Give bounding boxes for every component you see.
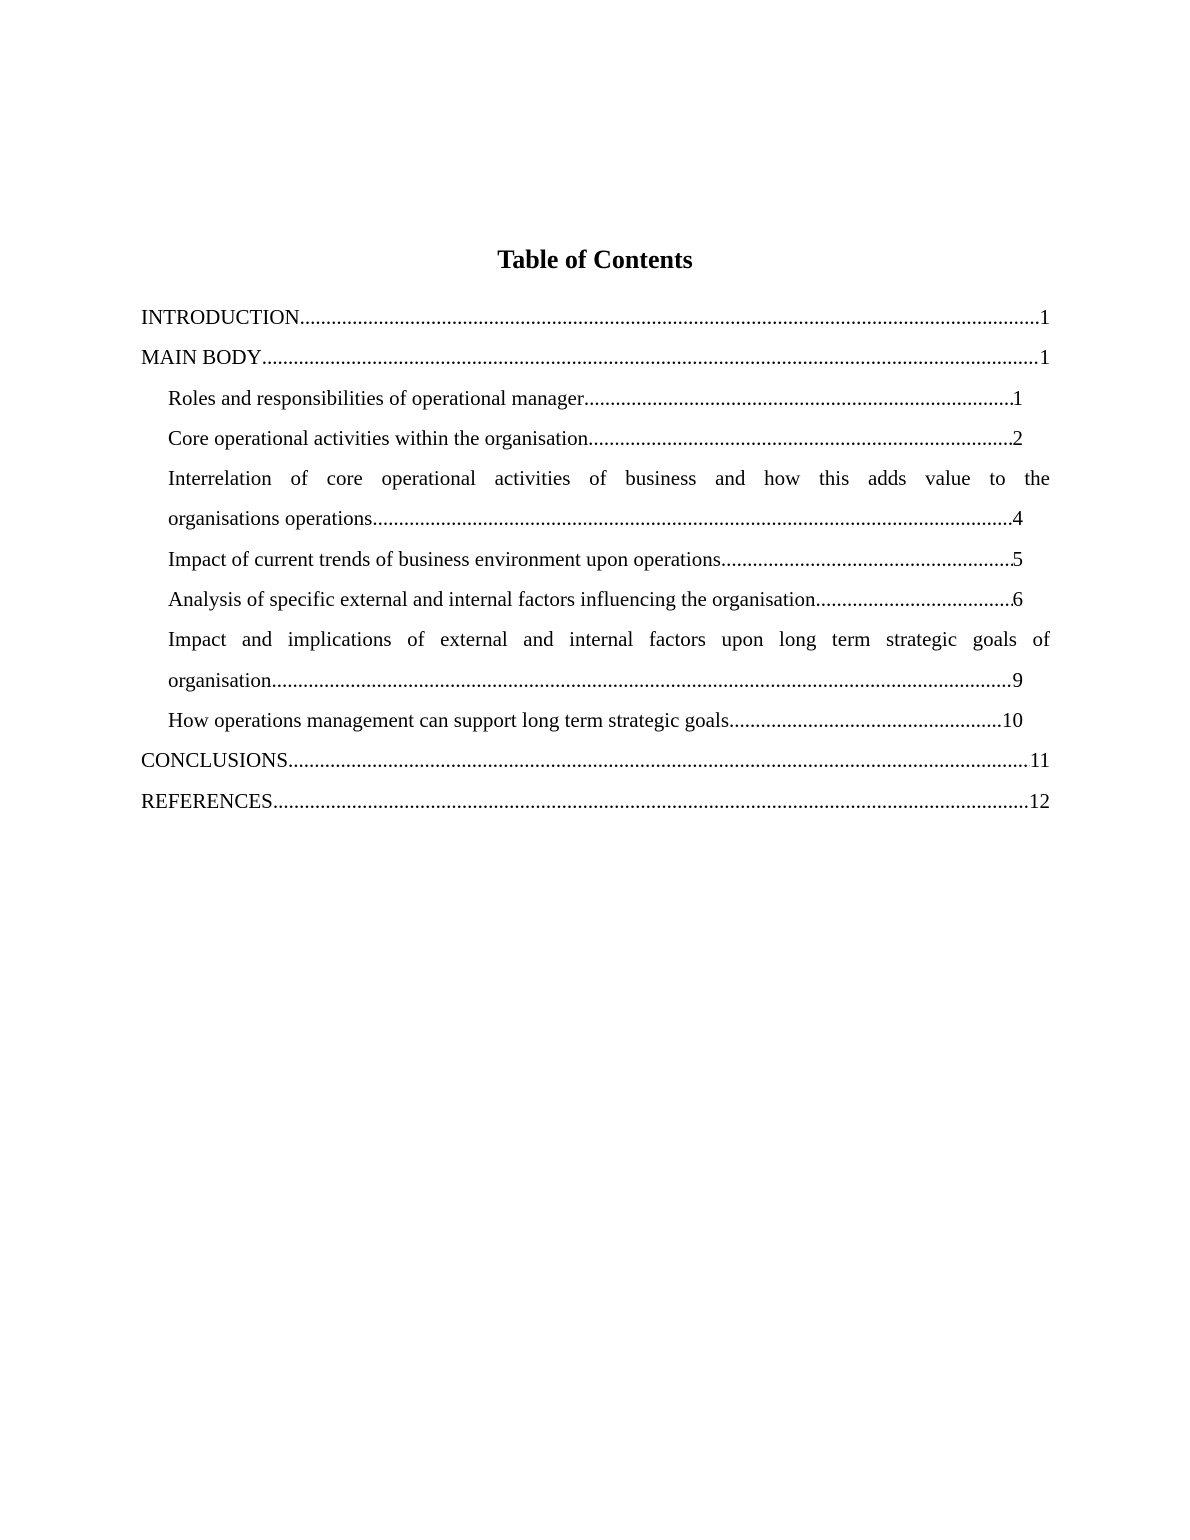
toc-entry-interrelation[interactable] <box>168 458 1050 539</box>
dot-leader <box>588 418 1012 458</box>
toc-entry-label-line1: Impact and implications of external and internal factors upon long term strategic goals of <box>168 627 1050 652</box>
dot-leader <box>273 781 1029 821</box>
toc-entry-label: REFERENCES <box>141 788 273 813</box>
toc-page-number: 12 <box>1029 788 1050 813</box>
toc-page-number: 5 <box>1012 546 1023 571</box>
toc-page-number: 1 <box>1012 385 1023 410</box>
toc-entry-conclusions[interactable] <box>141 740 1050 780</box>
toc-entry-core-activities[interactable] <box>168 418 1023 458</box>
dot-leader <box>288 740 1030 780</box>
toc-entry-label-line2: organisations operations <box>168 506 373 531</box>
toc-entry-impact-implications[interactable] <box>168 619 1050 700</box>
toc-entry-operations-management[interactable] <box>168 700 1023 740</box>
toc-page-number: 1 <box>1039 305 1050 329</box>
toc-page-number: 1 <box>1039 345 1050 370</box>
toc-page-number: 11 <box>1029 748 1050 773</box>
toc-entry-label: INTRODUCTION <box>141 305 300 329</box>
toc-page-number: 6 <box>1012 587 1023 612</box>
dot-leader <box>271 660 1012 700</box>
toc-page-number: 4 <box>1012 506 1023 531</box>
toc-entry-label: How operations management can support long term strategic goals <box>168 707 730 732</box>
dot-leader <box>300 297 1040 337</box>
toc-page-number: 10 <box>1002 707 1023 732</box>
toc-entry-label: MAIN BODY <box>141 345 262 370</box>
toc-entry-label: CONCLUSIONS <box>141 748 289 773</box>
toc-page-number: 2 <box>1012 425 1023 450</box>
toc-entry-label-line1: Interrelation of core operational activities of business and how this adds value to the <box>168 466 1050 491</box>
toc-entry-label: Roles and responsibilities of operational manager <box>168 385 584 410</box>
toc-entry-roles-responsibilities[interactable] <box>168 378 1023 418</box>
toc-entry-main-body[interactable] <box>141 337 1050 377</box>
toc-entry-introduction[interactable] <box>141 297 1050 337</box>
toc-entry-current-trends[interactable] <box>168 539 1023 579</box>
toc-entry-references[interactable] <box>141 781 1050 821</box>
dot-leader <box>584 378 1013 418</box>
dot-leader <box>372 498 1012 538</box>
table-of-contents <box>141 297 1050 821</box>
dot-leader <box>729 700 1002 740</box>
dot-leader <box>815 579 1012 619</box>
toc-entry-label: Impact of current trends of business environment upon operations <box>168 546 721 571</box>
toc-title: Table of Contents <box>497 245 693 274</box>
toc-page-number: 9 <box>1012 667 1023 692</box>
toc-entry-external-internal-factors[interactable] <box>168 579 1023 619</box>
toc-entry-label: Analysis of specific external and internal factors influencing the organisation <box>168 587 816 612</box>
dot-leader <box>262 337 1040 377</box>
dot-leader <box>721 539 1013 579</box>
toc-entry-label-line2: organisation <box>168 667 272 692</box>
toc-entry-label: Core operational activities within the organisation <box>168 425 589 450</box>
